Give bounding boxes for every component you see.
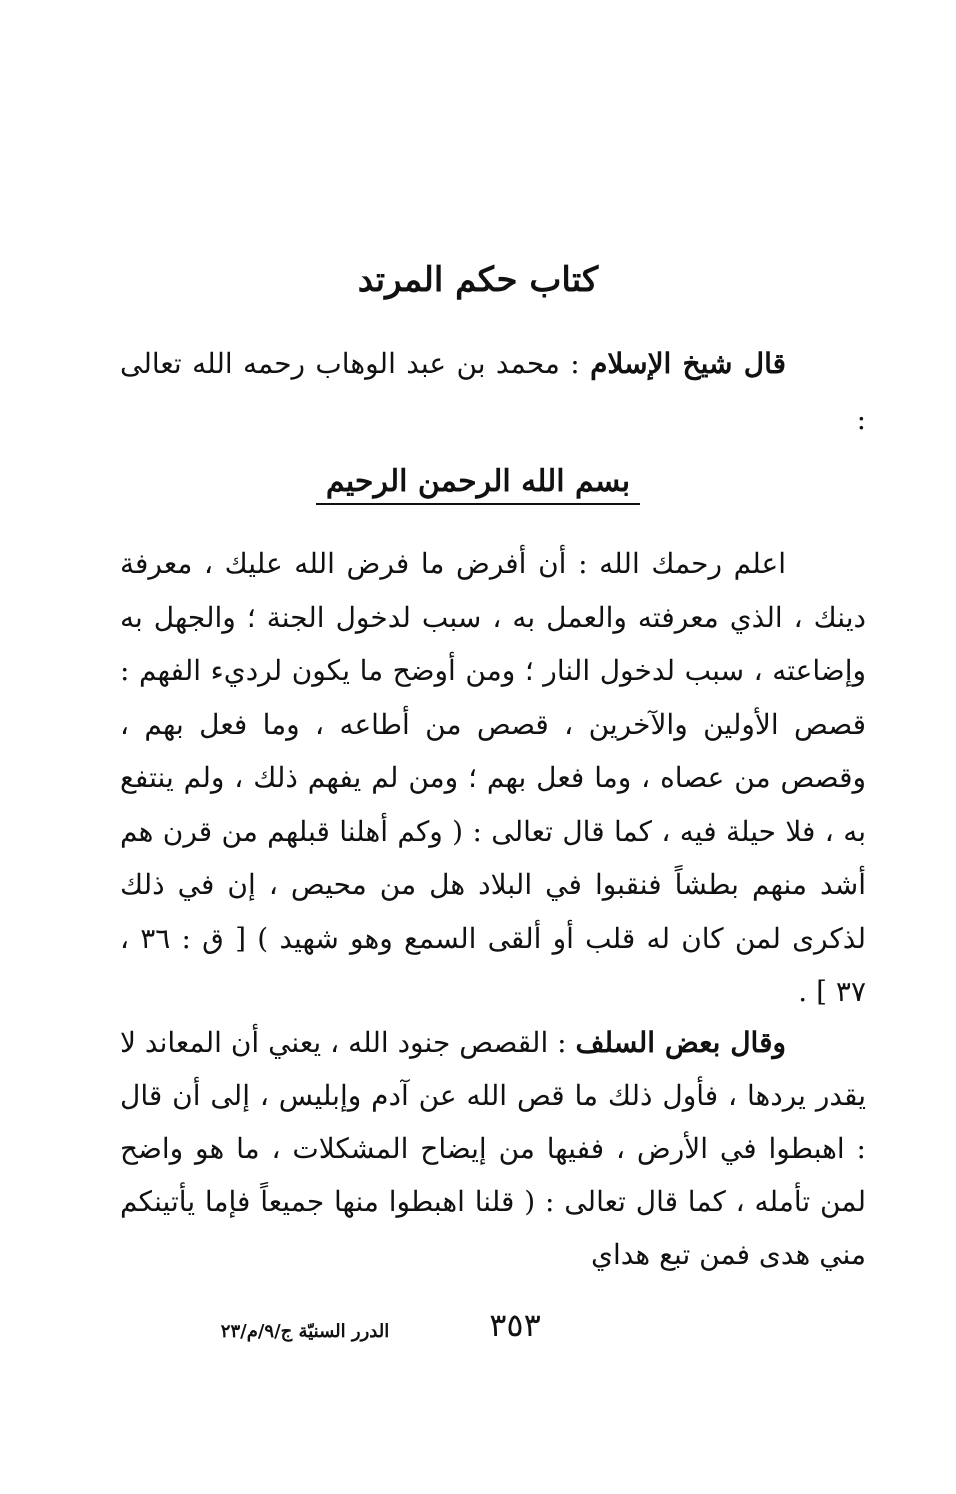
intro-rest: : محمد بن عبد الوهاب رحمه الله تعالى : — [120, 347, 866, 436]
body-paragraph-1: اعلم رحمك الله : أن أفرض ما فرض الله عليك ، معرفة دينك ، الذي معرفته والعمل به ، سبب لدخول الجنة ؛ والجهل به وإضاعته ، سبب لدخول النار ؛ ومن أوضح ما يكون لرديء الفهم : قصص الأولين والآخرين ، قصص من أطاعه ، وما فعل بهم ، وقصص من عصاه ، وما فعل بهم ؛ ومن لم يفهم ذلك ، ولم ينتفع به ، فلا حيلة فيه ، كما قال تعالى : ( وكم أهلنا قبلهم من قرن هم أشد منهم بطشاً فنقبوا في البلاد هل من محيص ، إن في ذلك لذكرى لمن كان له قلب أو ألقى السمع وهو شهيد ) [ ق : ٣٦ ، ٣٧ ] . — [120, 547, 866, 1008]
basmala-text: بسم الله الرحمن الرحيم — [316, 464, 640, 505]
body-paragraph-2 — [120, 1016, 866, 1281]
page-footer — [0, 1300, 956, 1360]
intro-lead: قال شيخ الإسلام — [590, 347, 786, 380]
source-reference: الدرر السنيّة ج/٩/م/٢٣ — [220, 1321, 390, 1342]
page-number: ٣٥٣ — [489, 1306, 541, 1344]
paragraph2-lead: وقال بعض السلف — [575, 1026, 786, 1059]
chapter-title: كتاب حكم المرتد — [357, 260, 599, 300]
intro-paragraph — [120, 336, 866, 448]
paragraph2-rest: : القصص جنود الله ، يعني أن المعاند لا يقدر يردها ، فأول ذلك ما قص الله عن آدم وإبليس ، إلى أن قال : اهبطوا في الأرض ، ففيها من إيضاح المشكلات ، ما هو واضح لمن تأمله ، كما قال تعالى : ( قلنا اهبطوا منها جميعاً فإما يأتينكم مني هدى فمن تبع هداي — [120, 1026, 866, 1271]
basmala-heading — [0, 452, 956, 512]
